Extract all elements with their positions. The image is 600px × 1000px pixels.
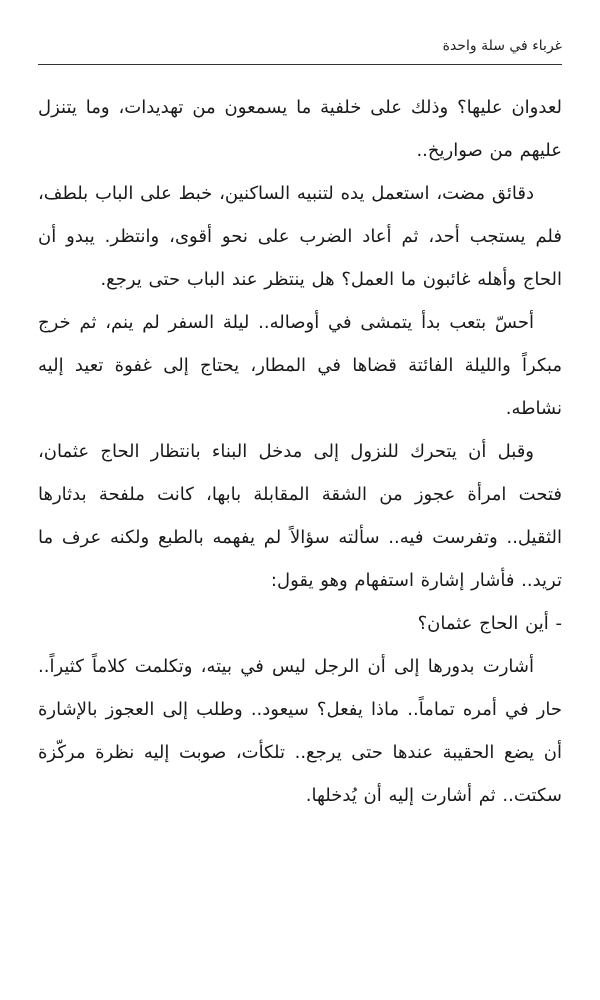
- paragraph-1: لعدوان عليها؟ وذلك على خلفية ما يسمعون من تهديدات، وما يتنزل عليهم من صواريخ..: [38, 97, 562, 161]
- paragraph-5: أشارت بدورها إلى أن الرجل ليس في بيته، وتكلمت كلاماً كثيراً.. حار في أمره تماماً.. ماذا يفعل؟ سيعود.. وطلب إلى العجوز بالإشارة أن يضع الحقيبة عندها حتى يرجع.. تلكأت، صوبت إليه نظرة مركّزة سكتت.. ثم أشارت إليه أن يُدخلها.: [38, 656, 562, 806]
- paragraph-4: وقبل أن يتحرك للنزول إلى مدخل البناء بانتظار الحاج عثمان، فتحت امرأة عجوز من الشقة المقابلة بابها، كانت ملفحة بدثارها الثقيل.. وتفرست فيه.. سألته سؤالاً لم يفهمه بالطبع ولكنه عرف ما تريد.. فأشار إشارة استفهام وهو يقول:: [38, 441, 562, 591]
- dialogue-line: - أين الحاج عثمان؟: [417, 613, 562, 634]
- running-header: غرباء في سلة واحدة: [442, 38, 562, 54]
- body-text: [38, 86, 562, 817]
- paragraph-2: دقائق مضت، استعمل يده لتنبيه الساكنين، خبط على الباب بلطف، فلم يستجب أحد، ثم أعاد الضرب على نحو أقوى، وانتظر. يبدو أن الحاج وأهله غائبون ما العمل؟ هل ينتظر عند الباب حتى يرجع.: [38, 183, 562, 290]
- header-rule: [38, 64, 562, 65]
- paragraph-3: أحسّ بتعب بدأ يتمشى في أوصاله.. ليلة السفر لم ينم، ثم خرج مبكراً والليلة الفائتة قضاها في المطار، يحتاج إلى غفوة تعيد إليه نشاطه.: [38, 312, 562, 419]
